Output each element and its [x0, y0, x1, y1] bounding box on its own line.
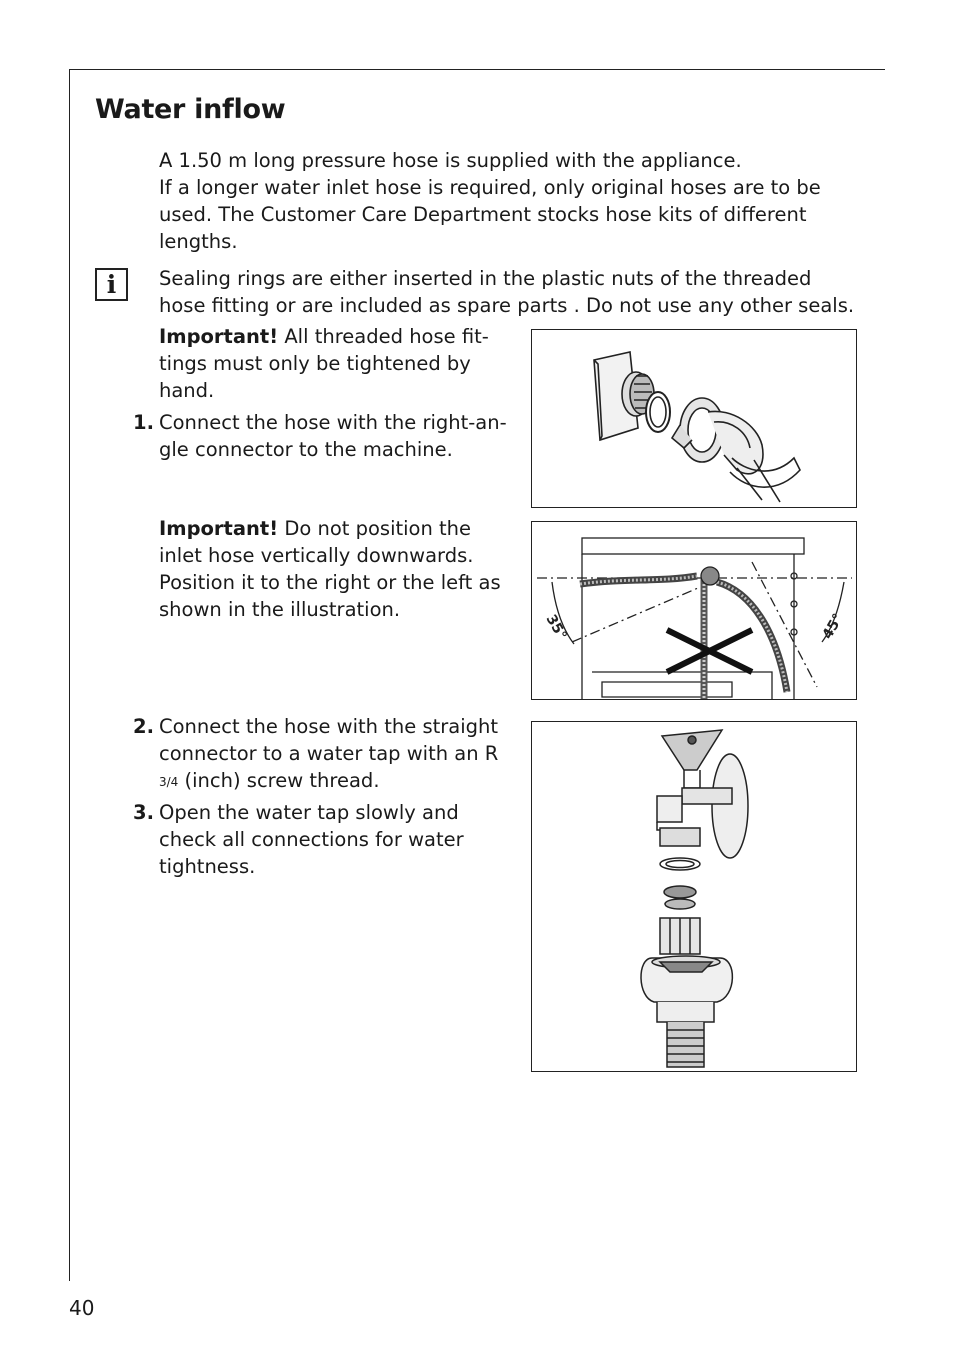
- water-tap-illustration: [532, 722, 857, 1072]
- sealing-rings-note: Sealing rings are either inserted in the plastic nuts of the threaded hose fitting or are included as spare parts . Do not use any other seals.: [159, 267, 855, 317]
- step-number: 2.: [133, 715, 154, 738]
- page-number: 40: [69, 1296, 95, 1320]
- important-note-hand-tighten: [159, 323, 519, 404]
- figure-water-tap-connection: [531, 721, 857, 1072]
- page-frame-left-rule: [69, 69, 70, 1281]
- info-icon: [95, 268, 128, 301]
- angle-label-right: 45°: [819, 611, 847, 642]
- hose-angle-illustration: [532, 522, 857, 700]
- important-label: Important!: [159, 325, 279, 348]
- angle-label-left: 35°: [542, 612, 570, 643]
- connector-machine-illustration: [532, 330, 857, 508]
- step-text: Open the water tap slowly and check all connections for water tightness.: [159, 801, 464, 878]
- intro-paragraph: [159, 147, 859, 255]
- step-number: 1.: [133, 411, 154, 434]
- info-icon-glyph: i: [106, 270, 117, 299]
- step-text-b: (inch) screw thread.: [178, 769, 380, 792]
- section-title: Water inflow: [95, 94, 286, 125]
- important-text: All threaded hose fit-tings must only be tightened by hand.: [159, 325, 489, 402]
- important-label: Important!: [159, 517, 279, 540]
- fraction-three-quarter: 3/4: [159, 775, 179, 789]
- step-text: [159, 713, 521, 796]
- intro-line-1: A 1.50 m long pressure hose is supplied with the appliance.: [159, 149, 742, 172]
- figure-hose-connector-machine: [531, 329, 857, 508]
- intro-line-2: If a longer water inlet hose is required, only original hoses are to be used. The Customer Care Department stocks hose kits of different lengths.: [159, 176, 821, 253]
- important-note-hose-position: [159, 515, 519, 623]
- step-text: Connect the hose with the right-an-gle connector to the machine.: [159, 411, 507, 461]
- important-text: Do not position the inlet hose vertically downwards. Position it to the right or the left as shown in the illustration.: [159, 517, 501, 621]
- step-text-a: Connect the hose with the straight connector to a water tap with an R: [159, 715, 499, 765]
- step-number: 3.: [133, 801, 154, 824]
- page-frame-top-rule: [69, 69, 885, 70]
- figure-hose-position-angles: [531, 521, 857, 700]
